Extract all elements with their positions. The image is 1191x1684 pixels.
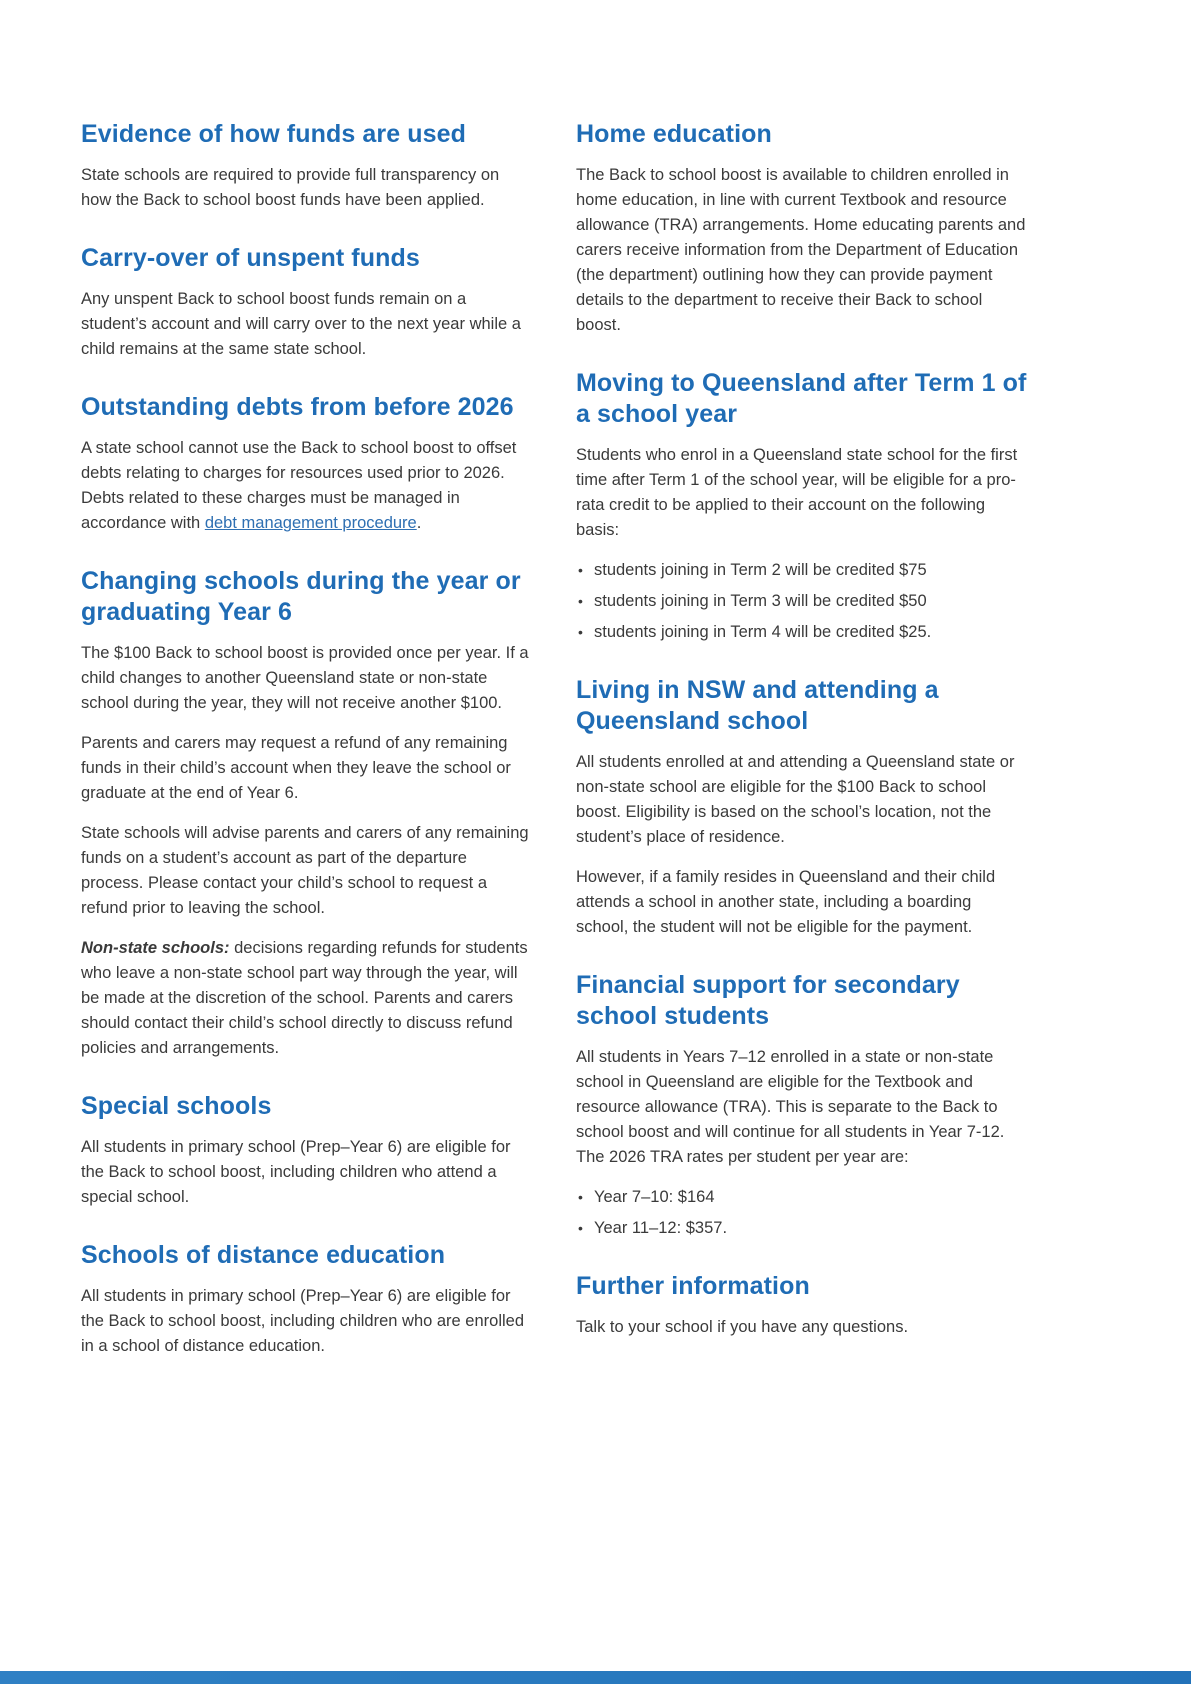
heading-moving-to-queensland: Moving to Queensland after Term 1 of a school year: [576, 369, 1027, 428]
paragraph: All students in primary school (Prep–Year 6) are eligible for the Back to school boost, including children who are enrolled in a school of distance education.: [81, 1287, 525, 1355]
tra-rates-bullet-list: [576, 1185, 1028, 1241]
heading-special-schools: Special schools: [81, 1092, 272, 1120]
bullet-item: • Year 11–12: $357.: [576, 1216, 1028, 1241]
heading-changing-schools: Changing schools during the year or graduating Year 6: [81, 567, 521, 626]
paragraph: All students enrolled at and attending a Queensland state or non-state school are eligible for the $100 Back to school boost. Eligibility is based on the school’s location, not the student’s place of residence.: [576, 753, 1015, 846]
bullet-item: • Year 7–10: $164: [576, 1185, 1028, 1210]
right-column: [576, 116, 1028, 1363]
section-financial-support: [576, 970, 1028, 1241]
paragraph: Parents and carers may request a refund of any remaining funds in their child’s account when they leave the school or graduate at the end of Year 6.: [81, 734, 511, 802]
section-special-schools: [81, 1091, 533, 1210]
paragraph: State schools will advise parents and carers of any remaining funds on a student’s account as part of the departure process. Please contact your child’s school to request a refund prior to leaving the school.: [81, 824, 529, 917]
heading-carry-over: Carry-over of unspent funds: [81, 244, 420, 272]
section-living-in-nsw: [576, 675, 1028, 940]
bullet-item: • students joining in Term 4 will be credited $25.: [576, 620, 1028, 645]
paragraph: Talk to your school if you have any questions.: [576, 1318, 909, 1336]
paragraph: [81, 936, 533, 1061]
paragraph: Students who enrol in a Queensland state school for the first time after Term 1 of the school year, will be eligible for a pro-rata credit to be applied to their account on the following basis:: [576, 446, 1018, 539]
non-state-schools-label: Non-state schools:: [81, 939, 230, 957]
debt-management-procedure-link[interactable]: debt management procedure: [204, 514, 417, 532]
footer-bar: [0, 1671, 1191, 1684]
heading-evidence-of-funds: Evidence of how funds are used: [81, 120, 467, 148]
paragraph: However, if a family resides in Queensland and their child attends a school in another state, including a boarding school, the student will not be eligible for the payment.: [576, 868, 996, 936]
bullet-item: • students joining in Term 3 will be credited $50: [576, 589, 1028, 614]
paragraph: All students in primary school (Prep–Year 6) are eligible for the Back to school boost, including children who attend a special school.: [81, 1138, 511, 1206]
paragraph: [81, 436, 533, 536]
heading-distance-education: Schools of distance education: [81, 1241, 446, 1269]
section-outstanding-debts: [81, 392, 533, 536]
credit-bullet-list: [576, 558, 1028, 645]
heading-outstanding-debts: Outstanding debts from before 2026: [81, 393, 514, 421]
paragraph: State schools are required to provide full transparency on how the Back to school boost funds have been applied.: [81, 166, 500, 209]
heading-financial-support: Financial support for secondary school students: [576, 971, 960, 1030]
section-distance-education: [81, 1240, 533, 1359]
paragraph: Any unspent Back to school boost funds remain on a student’s account and will carry over to the next year while a child remains at the same state school.: [81, 290, 521, 358]
section-evidence-of-funds: [81, 119, 533, 213]
section-further-information: [576, 1271, 1028, 1340]
paragraph-text: .: [416, 514, 422, 532]
paragraph-text: decisions regarding refunds for students who leave a non-state school part way through the year, will be made at the discretion of the school. Parents and carers should contact their child’s school directly to discuss refund policies and arrangements.: [81, 939, 528, 1057]
section-carry-over: [81, 243, 533, 362]
section-home-education: [576, 119, 1028, 338]
section-changing-schools: [81, 566, 533, 1061]
paragraph: All students in Years 7–12 enrolled in a state or non-state school in Queensland are eligible for the Textbook and resource allowance (TRA). This is separate to the Back to school boost and will continue for all students in Year 7-12. The 2026 TRA rates per student per year are:: [576, 1048, 1005, 1166]
paragraph-text: A state school cannot use the Back to school boost to offset debts relating to charges for resources used prior to 2026. Debts related to these charges must be managed in accordance with: [81, 439, 517, 532]
section-moving-to-queensland: [576, 368, 1028, 645]
page-content: [81, 116, 1028, 1363]
paragraph: The Back to school boost is available to children enrolled in home education, in line with current Textbook and resource allowance (TRA) arrangements. Home educating parents and carers receive information from the Department of Education (the department) outlining how they can provide payment details to the department to receive their Back to school boost.: [576, 166, 1026, 334]
heading-home-education: Home education: [576, 120, 772, 148]
paragraph: The $100 Back to school boost is provided once per year. If a child changes to another Queensland state or non-state school during the year, they will not receive another $100.: [81, 644, 529, 712]
left-column: [81, 116, 533, 1363]
heading-living-in-nsw: Living in NSW and attending a Queensland school: [576, 676, 939, 735]
heading-further-information: Further information: [576, 1272, 810, 1300]
bullet-item: • students joining in Term 2 will be credited $75: [576, 558, 1028, 583]
